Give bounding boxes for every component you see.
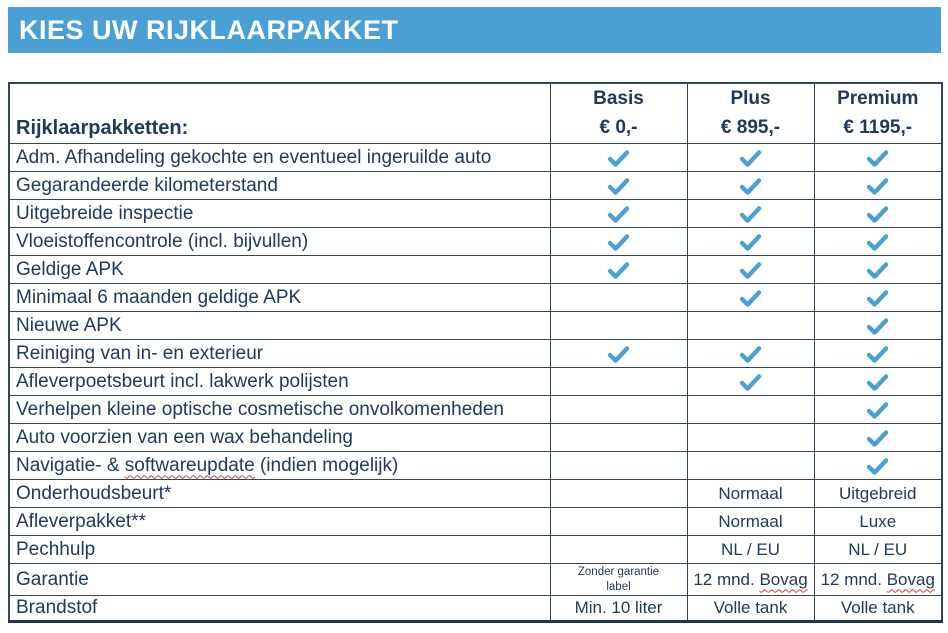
cell-plus	[687, 368, 814, 396]
cell-basis	[550, 312, 687, 340]
row-label: Afleverpoetsbeurt incl. lakwerk polijsten	[9, 368, 550, 396]
check-icon	[866, 373, 889, 392]
row-label: Onderhoudsbeurt*	[9, 480, 550, 508]
row-label: Afleverpakket**	[9, 508, 550, 536]
column-header-premium	[814, 83, 942, 144]
table-row	[9, 144, 942, 172]
row-label: Minimaal 6 maanden geldige APK	[9, 284, 550, 312]
check-icon	[607, 345, 630, 364]
misspelled-word: Bovag	[759, 569, 808, 589]
cell-premium	[814, 144, 942, 172]
cell-plus	[687, 452, 814, 480]
check-icon	[739, 373, 762, 392]
cell-plus: 12 mnd. Bovag	[687, 564, 814, 596]
cell-basis	[550, 144, 687, 172]
cell-premium	[814, 284, 942, 312]
check-icon	[866, 317, 889, 336]
check-icon	[866, 429, 889, 448]
cell-premium	[814, 200, 942, 228]
cell-plus	[687, 200, 814, 228]
package-name: Premium	[837, 88, 919, 109]
cell-premium	[814, 256, 942, 284]
cell-plus: Normaal	[687, 508, 814, 536]
table-row	[9, 228, 942, 256]
check-icon	[866, 345, 889, 364]
cell-basis	[550, 228, 687, 256]
misspelled-word: softwareupdate	[124, 454, 255, 476]
header-row	[9, 83, 942, 144]
cell-premium: 12 mnd. Bovag	[814, 564, 942, 596]
table-row	[9, 340, 942, 368]
row-label: Garantie	[9, 564, 550, 596]
cell-basis	[550, 452, 687, 480]
check-icon	[607, 233, 630, 252]
check-icon	[739, 233, 762, 252]
package-name: Basis	[593, 88, 644, 109]
cell-plus	[687, 144, 814, 172]
row-label: Reiniging van in- en exterieur	[9, 340, 550, 368]
check-icon	[739, 289, 762, 308]
row-label: Pechhulp	[9, 536, 550, 564]
check-icon	[866, 261, 889, 280]
check-icon	[866, 177, 889, 196]
cell-premium	[814, 228, 942, 256]
cell-premium	[814, 312, 942, 340]
corner-label: Rijklaarpakketten:	[9, 83, 550, 144]
column-header-basis	[550, 83, 687, 144]
row-label: Navigatie- & softwareupdate (indien mogelijk)	[9, 452, 550, 480]
table-row	[9, 424, 942, 452]
check-icon	[607, 149, 630, 168]
check-icon	[607, 205, 630, 224]
table-row	[9, 284, 942, 312]
cell-premium: NL / EU	[814, 536, 942, 564]
cell-plus	[687, 256, 814, 284]
check-icon	[866, 457, 889, 476]
cell-basis	[550, 536, 687, 564]
cell-premium: Luxe	[814, 508, 942, 536]
row-label: Brandstof	[9, 596, 550, 622]
row-label: Gegarandeerde kilometerstand	[9, 172, 550, 200]
cell-plus	[687, 312, 814, 340]
row-label: Uitgebreide inspectie	[9, 200, 550, 228]
check-icon	[739, 177, 762, 196]
check-icon	[739, 205, 762, 224]
package-name: Plus	[730, 88, 771, 109]
check-icon	[607, 261, 630, 280]
cell-basis	[550, 368, 687, 396]
cell-plus	[687, 424, 814, 452]
page-title-bar	[8, 7, 941, 53]
check-icon	[739, 345, 762, 364]
cell-premium	[814, 424, 942, 452]
row-label: Auto voorzien van een wax behandeling	[9, 424, 550, 452]
cell-basis	[550, 480, 687, 508]
cell-basis	[550, 200, 687, 228]
table-row	[9, 480, 942, 508]
row-label: Geldige APK	[9, 256, 550, 284]
misspelled-word: Bovag	[886, 569, 935, 589]
page-title: KIES UW RIJKLAARPAKKET	[19, 14, 399, 45]
cell-plus: Normaal	[687, 480, 814, 508]
cell-premium	[814, 368, 942, 396]
cell-premium: Uitgebreid	[814, 480, 942, 508]
check-icon	[866, 401, 889, 420]
package-price: € 895,-	[720, 116, 781, 138]
cell-premium: Volle tank	[814, 596, 942, 622]
table-row	[9, 312, 942, 340]
cell-premium	[814, 452, 942, 480]
check-icon	[739, 149, 762, 168]
cell-basis	[550, 424, 687, 452]
table-row	[9, 452, 942, 480]
cell-basis: Zonder garantie label	[550, 564, 687, 596]
table-row	[9, 200, 942, 228]
check-icon	[866, 205, 889, 224]
package-comparison-table	[8, 82, 943, 623]
check-icon	[607, 177, 630, 196]
table-row	[9, 536, 942, 564]
cell-basis	[550, 256, 687, 284]
table-row	[9, 368, 942, 396]
package-price: € 1195,-	[843, 116, 913, 138]
check-icon	[866, 149, 889, 168]
cell-premium	[814, 396, 942, 424]
table-row	[9, 564, 942, 596]
table-row	[9, 256, 942, 284]
cell-plus: Volle tank	[687, 596, 814, 622]
check-icon	[866, 289, 889, 308]
row-label: Verhelpen kleine optische cosmetische onvolkomenheden	[9, 396, 550, 424]
package-price: € 0,-	[599, 116, 638, 138]
cell-basis	[550, 284, 687, 312]
cell-plus: NL / EU	[687, 536, 814, 564]
package-table-body	[9, 144, 942, 622]
table-row	[9, 508, 942, 536]
cell-plus	[687, 284, 814, 312]
row-label: Nieuwe APK	[9, 312, 550, 340]
cell-basis	[550, 508, 687, 536]
cell-premium	[814, 172, 942, 200]
cell-basis: Min. 10 liter	[550, 596, 687, 622]
cell-basis	[550, 172, 687, 200]
check-icon	[866, 233, 889, 252]
table-row	[9, 596, 942, 622]
cell-plus	[687, 172, 814, 200]
check-icon	[739, 261, 762, 280]
row-label: Vloeistoffencontrole (incl. bijvullen)	[9, 228, 550, 256]
column-header-plus	[687, 83, 814, 144]
table-row	[9, 396, 942, 424]
cell-plus	[687, 396, 814, 424]
cell-basis	[550, 340, 687, 368]
cell-basis	[550, 396, 687, 424]
cell-plus	[687, 228, 814, 256]
cell-premium	[814, 340, 942, 368]
table-row	[9, 172, 942, 200]
cell-plus	[687, 340, 814, 368]
row-label: Adm. Afhandeling gekochte en eventueel ingeruilde auto	[9, 144, 550, 172]
